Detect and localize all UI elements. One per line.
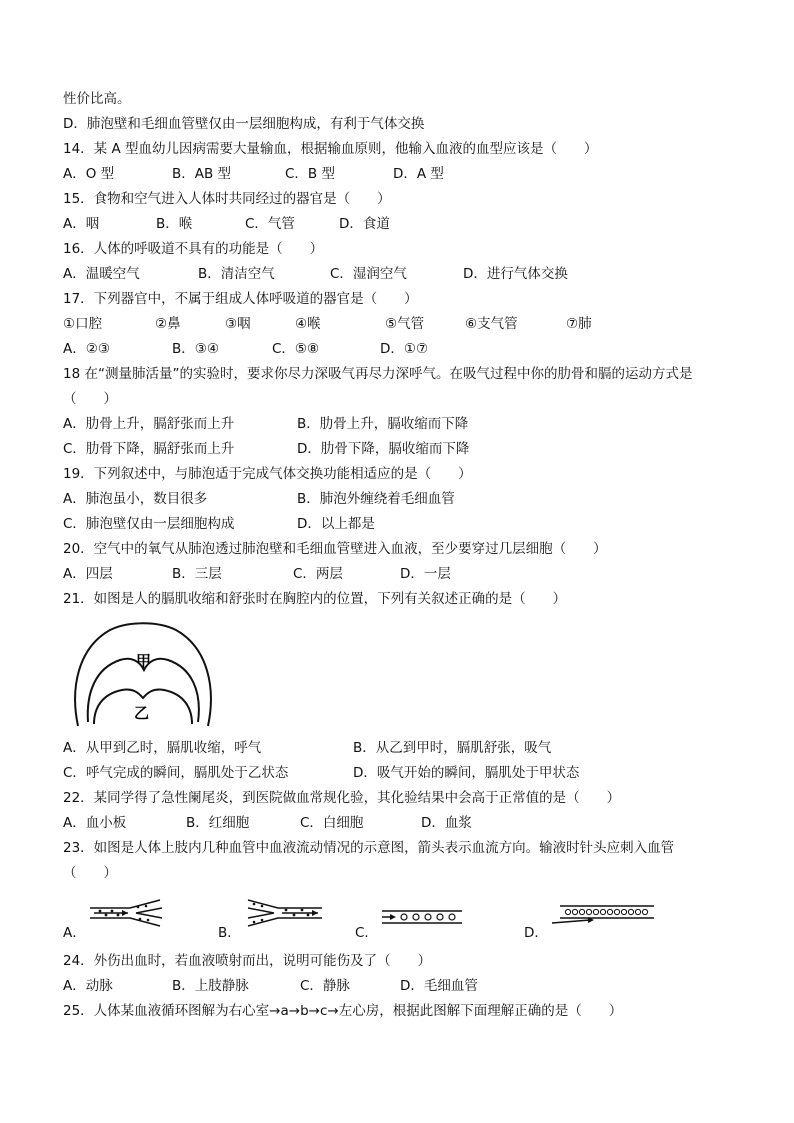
vessel-a-figure [88,898,164,928]
q18-option-d: D．肋骨下降，膈收缩而下降 [297,441,470,457]
q15-option-c: C．气管 [245,216,295,232]
q19-option-b: B．肺泡外缠绕着毛细血管 [297,491,455,507]
q22-option-d: D．血浆 [421,815,472,831]
question-14: 14．某 A 型血幼儿因病需要大量输血，根据输血原则，他输入血液的血型应该是（ ） [63,141,598,157]
q20-option-a: A．四层 [63,566,113,582]
question-21: 21．如图是人的膈肌收缩和舒张时在胸腔内的位置，下列有关叙述正确的是（ ） [63,591,567,607]
q16-option-d: D．进行气体交换 [463,266,568,282]
q16-option-a: A．温暖空气 [63,266,140,282]
label-jia: 甲 [136,652,152,670]
question-23: 23．如图是人体上肢内几种血管中血液流动情况的示意图，箭头表示血流方向。输液时针头应刺入血管 [63,840,675,856]
q20-option-d: D．一层 [400,566,451,582]
q21-option-c: C．呼气完成的瞬间，膈肌处于乙状态 [63,765,289,781]
q23-option-a: A． [63,925,86,941]
question-23-bracket: （ ） [63,865,117,881]
question-19: 19．下列叙述中，与肺泡适于完成气体交换功能相适应的是（ ） [63,466,472,482]
q20-option-b: B．三层 [172,566,222,582]
q22-option-b: B．红细胞 [186,815,250,831]
q17-option-c: C．⑤⑧ [272,341,320,357]
q18-option-b: B．肋骨上升，膈收缩而下降 [297,416,469,432]
q17-option-d: D．①⑦ [380,341,429,357]
option-d-line: D．肺泡壁和毛细血管壁仅由一层细胞构成，有利于气体交换 [63,116,425,132]
q24-option-d: D．毛细血管 [400,978,478,994]
label-yi: 乙 [134,704,150,722]
q24-option-a: A．动脉 [63,978,113,994]
q18-option-a: A．肋骨上升，膈舒张而上升 [63,416,235,432]
q14-option-a: A．O 型 [63,166,115,182]
question-18-bracket: （ ） [63,391,117,407]
q17-item-3: ③咽 [225,316,251,332]
question-20: 20．空气中的氧气从肺泡透过肺泡壁和毛细血管壁进入血液，至少要穿过几层细胞（ ） [63,541,607,557]
q17-option-b: B．③④ [172,341,219,357]
q23-option-b: B． [218,925,241,941]
q23-option-d: D． [524,925,548,941]
q17-item-4: ④喉 [295,316,321,332]
diaphragm-figure [68,618,218,730]
text-line: 性价比高。 [63,91,131,107]
q17-item-2: ②鼻 [155,316,181,332]
q17-item-7: ⑦肺 [566,316,592,332]
q17-option-a: A．②③ [63,341,110,357]
q24-option-b: B．上肢静脉 [172,978,249,994]
question-15: 15．食物和空气进入人体时共同经过的器官是（ ） [63,191,391,207]
q16-option-b: B．清洁空气 [198,266,275,282]
q24-option-c: C．静脉 [300,978,350,994]
q18-option-c: C．肋骨下降，膈舒张而上升 [63,441,235,457]
q23-option-c: C． [355,925,378,941]
q17-item-1: ①口腔 [63,316,103,332]
question-22: 22．某同学得了急性阑尾炎，到医院做血常规化验，其化验结果中会高于正常值的是（ ） [63,790,621,806]
q15-option-a: A．咽 [63,216,100,232]
q14-option-c: C．B 型 [285,166,335,182]
q15-option-d: D．食道 [339,216,390,232]
question-16: 16．人体的呼吸道不具有的功能是（ ） [63,241,324,257]
question-18: 18 在“测量肺活量”的实验时，要求你尽力深吸气再尽力深呼气。在吸气过程中你的肋骨和膈的运动方式是 [63,366,693,382]
q17-item-5: ⑤气管 [385,316,425,332]
q16-option-c: C．湿润空气 [330,266,407,282]
vessel-c-figure [380,908,464,926]
question-25: 25．人体某血液循环图解为右心室→a→b→c→左心房，根据此图解下面理解正确的是（ ） [63,1003,623,1019]
q19-option-d: D．以上都是 [297,516,375,532]
q22-option-c: C．白细胞 [300,815,364,831]
vessel-d-figure [550,903,656,927]
q15-option-b: B．喉 [156,216,193,232]
question-17: 17．下列器官中，不属于组成人体呼吸道的器官是（ ） [63,291,418,307]
q14-option-b: B．AB 型 [172,166,232,182]
q20-option-c: C．两层 [293,566,343,582]
question-24: 24．外伤出血时，若血液喷射而出，说明可能伤及了（ ） [63,953,432,969]
q14-option-d: D．A 型 [393,166,444,182]
q22-option-a: A．血小板 [63,815,127,831]
vessel-b-figure [246,898,324,928]
q17-item-6: ⑥支气管 [465,316,518,332]
q21-option-a: A．从甲到乙时，膈肌收缩，呼气 [63,740,262,756]
q19-option-a: A．肺泡虽小，数目很多 [63,491,208,507]
q21-option-d: D．吸气开始的瞬间，膈肌处于甲状态 [353,765,580,781]
q21-option-b: B．从乙到甲时，膈肌舒张，吸气 [353,740,552,756]
q19-option-c: C．肺泡壁仅由一层细胞构成 [63,516,235,532]
